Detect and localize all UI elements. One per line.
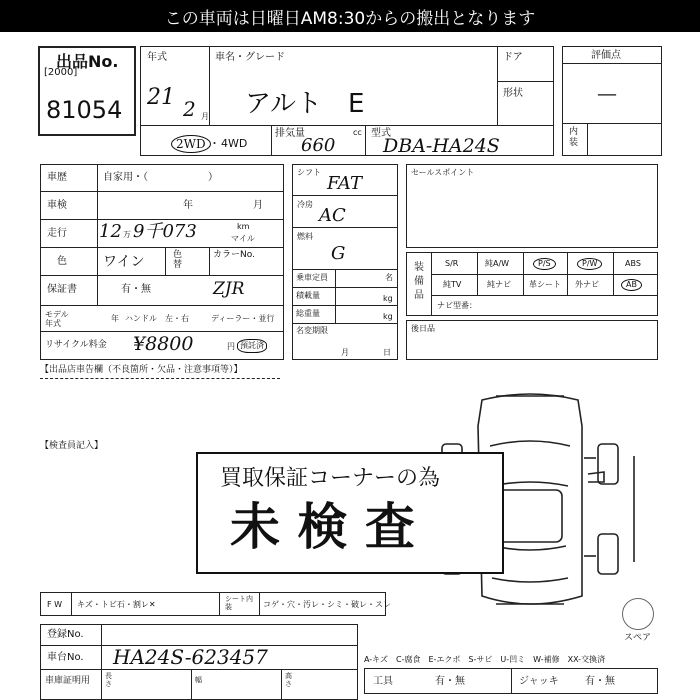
lot-label: 出品No.: [56, 52, 119, 71]
spare-label: スペア: [624, 633, 652, 643]
drive-2wd: 2WD: [171, 135, 211, 153]
specs-box: [292, 164, 398, 360]
spare-circle: [622, 598, 654, 630]
color-label: 色: [57, 256, 67, 267]
stamp-line2: 未 検 査: [230, 498, 415, 556]
year-value: 21: [147, 85, 175, 110]
aftermarket-label: 後日品: [411, 324, 435, 333]
notes-label: 【出品店車告欄（不良箇所・欠品・注意事項等）】: [40, 365, 243, 375]
equipment-label: 装備品: [414, 262, 424, 301]
load-label: 積載量: [296, 291, 320, 300]
shift-value: FAT: [327, 173, 362, 194]
door-label: ドア: [503, 52, 523, 63]
inspection-label: 車検: [47, 200, 67, 211]
inspection-year-unit: 年: [183, 200, 193, 211]
dealer-label: ディーラー・並行: [211, 314, 275, 323]
fw-text1: キズ・トビ石・割レ✕: [77, 600, 156, 609]
length-label: 長さ: [105, 672, 112, 688]
displacement-label: 排気量: [275, 128, 305, 139]
namechange-label: 名変期限: [296, 326, 328, 335]
recycle-status: 預託済: [237, 339, 267, 353]
fuel-value: G: [331, 243, 346, 264]
reg-label: 登録No.: [47, 629, 84, 640]
inspector-label: 【検査員記入】: [40, 441, 104, 451]
namechange-month: 月: [341, 348, 349, 357]
model-label: 型式: [371, 128, 391, 139]
stamp-line1: 買取保証コーナーの為: [220, 466, 441, 491]
model-value: DBA-HA24S: [383, 135, 500, 157]
equip-abs: ABS: [625, 259, 641, 268]
ac-value: AC: [319, 205, 346, 226]
equip-sr: S/R: [445, 259, 459, 268]
name-value: アルト E: [245, 89, 365, 119]
height-label: 高さ: [285, 672, 292, 688]
shift-label: シフト: [297, 168, 321, 177]
recycle-value: ¥8800: [133, 333, 194, 355]
capacity-label: 乗車定員: [296, 273, 328, 282]
mileage-label: 走行: [47, 228, 67, 239]
lot-number: 81054: [46, 96, 123, 124]
reki-value: 自家用・（ ）: [103, 172, 218, 183]
lot-code: [2000]: [44, 67, 78, 78]
mileage-man: 万: [123, 230, 131, 239]
stamp-box: [196, 452, 504, 574]
drive-4wd: 4WD: [221, 137, 248, 150]
tools-box: [364, 668, 658, 694]
fuel-label: 燃料: [297, 232, 313, 241]
score-label: 評価点: [591, 50, 621, 61]
reki-label: 車歴: [47, 172, 67, 183]
equip-tv: 純TV: [443, 280, 462, 289]
year-label: 年式: [147, 52, 167, 63]
yen-unit: 円: [227, 342, 235, 351]
load-unit: kg: [383, 294, 393, 303]
warranty-value: 有・無: [121, 284, 151, 295]
tools-label: 工具: [373, 676, 393, 687]
ac-label: 冷房: [297, 200, 313, 209]
colorno-label: カラーNo.: [213, 250, 255, 260]
color-value: ワイン: [103, 254, 145, 270]
inspection-month-unit: 月: [253, 200, 263, 211]
tools-value: 有・無: [435, 676, 465, 687]
jack-label: ジャッキ: [519, 676, 559, 687]
equip-ps: P/S: [533, 258, 556, 270]
aftermarket-box: [406, 320, 658, 360]
navi-model-label: ナビ型番：: [437, 301, 477, 310]
sales-point-label: セールスポイント: [411, 168, 475, 177]
weight-unit: kg: [383, 312, 393, 321]
km-unit: km: [237, 222, 250, 231]
fw-label: F W: [47, 600, 63, 609]
chassis-label: 車台No.: [47, 652, 84, 663]
equip-ab: AB: [621, 279, 642, 291]
mileage-prefix: 12: [99, 221, 122, 242]
handle-label: ハンドル: [125, 314, 157, 323]
cc-unit: cc: [353, 128, 362, 137]
namechange-day: 日: [383, 348, 391, 357]
name-label: 車名・グレード: [215, 52, 285, 63]
score-value: —: [597, 81, 617, 105]
weight-label: 総重量: [296, 309, 320, 318]
equip-aw: 純A/W: [485, 259, 510, 268]
recycle-label: リサイクル料金: [45, 340, 107, 350]
cert-label: 車庫証明用: [45, 676, 91, 686]
interior-label: 内装: [569, 127, 579, 148]
displacement-value: 660: [301, 135, 336, 156]
model-year-label: モデル年式: [45, 310, 69, 328]
year-char: 年: [111, 314, 119, 323]
history-box: [40, 164, 284, 360]
width-label: 幅: [195, 676, 202, 684]
vehicle-box: [140, 46, 554, 156]
handle-value: 左・右: [165, 314, 189, 323]
score-box: [562, 46, 662, 156]
colorno-value: ZJR: [213, 279, 245, 299]
jack-value: 有・無: [585, 676, 615, 687]
equip-pw: P/W: [577, 258, 602, 270]
reg-box: [40, 624, 358, 700]
mile-unit: マイル: [231, 234, 255, 243]
equipment-box: [406, 252, 658, 316]
month-unit: 月: [201, 112, 209, 121]
equip-leather: 革シート: [529, 280, 561, 289]
fw-row: [40, 592, 391, 616]
sales-point-box: [406, 164, 658, 248]
mileage-value: 9千073: [133, 221, 197, 242]
month-value: 2: [183, 97, 196, 121]
warranty-label: 保証書: [47, 284, 77, 295]
drive-sep: ・: [209, 137, 220, 150]
lot-box: [38, 46, 136, 136]
fw-sub: シート内装: [225, 595, 253, 612]
damage-legend: A-キズ C-腐食 E-エクボ S-サビ U-凹ミ W-補修 XX-交換済: [364, 655, 606, 664]
color-change-label: 色替: [173, 250, 183, 270]
shape-label: 形状: [503, 88, 523, 99]
banner: この車両は日曜日AM8:30からの搬出となります: [0, 0, 700, 32]
chassis-value: HA24S-623457: [113, 645, 268, 669]
fw-text2: コゲ・穴・汚レ・シミ・破レ・スレ: [263, 600, 391, 609]
equip-navi: 純ナビ: [487, 280, 511, 289]
equip-ext-navi: 外ナビ: [575, 280, 599, 289]
capacity-unit: 名: [385, 273, 393, 282]
